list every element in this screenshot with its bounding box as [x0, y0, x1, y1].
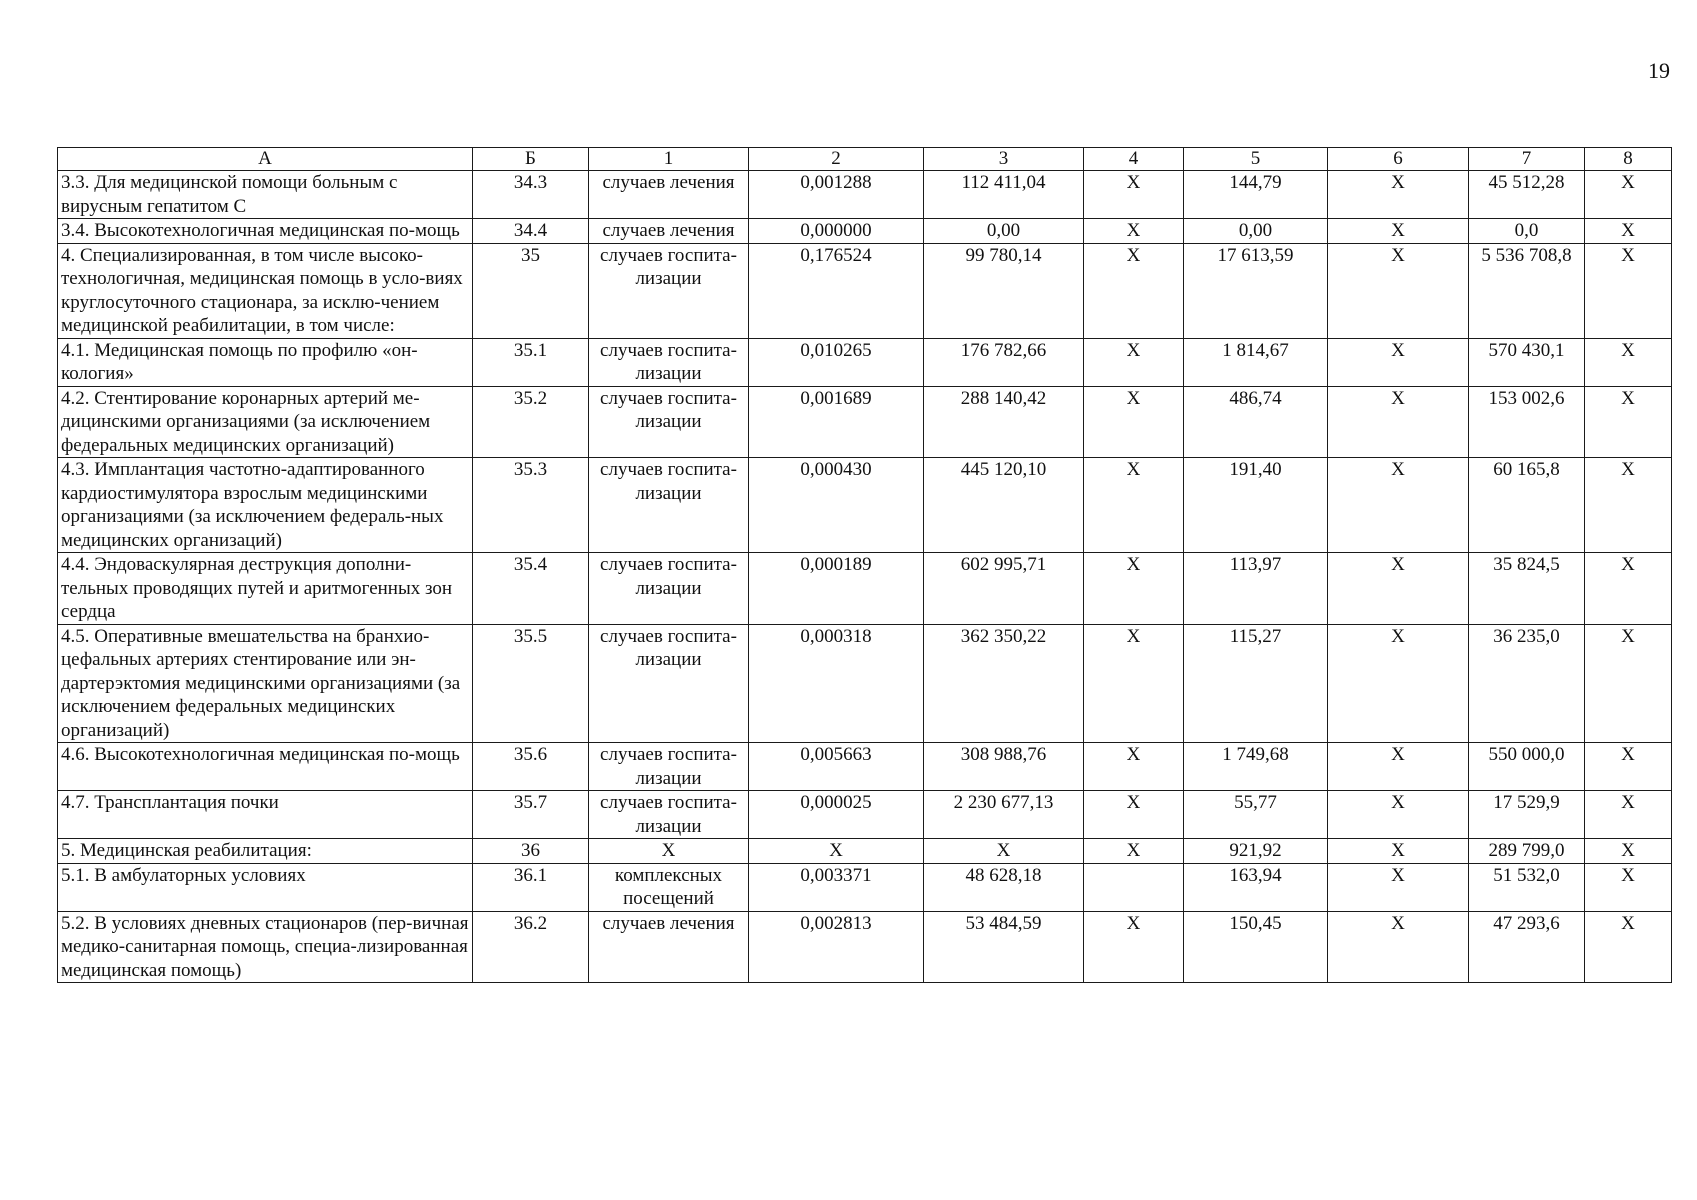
row-unit-cell: случаев госпита-лизации: [589, 458, 749, 553]
row-name-cell: 4.1. Медицинская помощь по профилю «он-кология»: [58, 338, 473, 386]
row-col2-cell: 0,000318: [749, 624, 924, 743]
row-col6-cell: X: [1328, 338, 1469, 386]
row-col5-cell: 115,27: [1184, 624, 1328, 743]
row-col3-cell: 288 140,42: [924, 386, 1084, 458]
row-code-cell: 35.2: [473, 386, 589, 458]
row-col2-cell: 0,000430: [749, 458, 924, 553]
table-row: [58, 219, 1672, 244]
row-col5-cell: 55,77: [1184, 791, 1328, 839]
table-row: [58, 624, 1672, 743]
table-row: [58, 338, 1672, 386]
row-name-cell: 4.7. Трансплантация почки: [58, 791, 473, 839]
row-col6-cell: X: [1328, 863, 1469, 911]
row-col8-cell: X: [1585, 791, 1672, 839]
row-code-cell: 35.6: [473, 743, 589, 791]
row-col3-cell: X: [924, 839, 1084, 864]
row-code-cell: 36: [473, 839, 589, 864]
row-col5-cell: 163,94: [1184, 863, 1328, 911]
row-col6-cell: X: [1328, 911, 1469, 983]
row-col2-cell: X: [749, 839, 924, 864]
row-col4-cell: X: [1084, 386, 1184, 458]
table-row: [58, 839, 1672, 864]
row-col3-cell: 602 995,71: [924, 553, 1084, 625]
row-col3-cell: 48 628,18: [924, 863, 1084, 911]
row-col5-cell: 17 613,59: [1184, 243, 1328, 338]
table-row: [58, 458, 1672, 553]
row-name-cell: 4.4. Эндоваскулярная деструкция дополни-тельных проводящих путей и аритмогенных зон сердца: [58, 553, 473, 625]
row-col6-cell: X: [1328, 743, 1469, 791]
row-col2-cell: 0,000025: [749, 791, 924, 839]
row-col5-cell: 1 749,68: [1184, 743, 1328, 791]
row-col3-cell: 308 988,76: [924, 743, 1084, 791]
financing-table: [57, 147, 1672, 983]
row-col4-cell: X: [1084, 911, 1184, 983]
row-unit-cell: случаев госпита-лизации: [589, 791, 749, 839]
row-col7-cell: 45 512,28: [1469, 171, 1585, 219]
row-col4-cell: X: [1084, 791, 1184, 839]
table-row: [58, 171, 1672, 219]
row-col4-cell: X: [1084, 243, 1184, 338]
row-col6-cell: X: [1328, 624, 1469, 743]
column-header-6: 6: [1328, 148, 1469, 171]
row-name-cell: 4.5. Оперативные вмешательства на бранхио-цефальных артериях стентирование или эн-дартерэктомия медицинскими организациями (за исключением федеральных медицинских организаций): [58, 624, 473, 743]
row-col7-cell: 0,0: [1469, 219, 1585, 244]
column-header-2: 2: [749, 148, 924, 171]
row-col5-cell: 0,00: [1184, 219, 1328, 244]
row-col4-cell: X: [1084, 219, 1184, 244]
row-unit-cell: случаев госпита-лизации: [589, 624, 749, 743]
column-header-3: 3: [924, 148, 1084, 171]
row-code-cell: 35.7: [473, 791, 589, 839]
row-unit-cell: X: [589, 839, 749, 864]
row-col4-cell: X: [1084, 839, 1184, 864]
row-col2-cell: 0,000189: [749, 553, 924, 625]
row-col2-cell: 0,002813: [749, 911, 924, 983]
row-col3-cell: 99 780,14: [924, 243, 1084, 338]
row-col3-cell: 176 782,66: [924, 338, 1084, 386]
row-col8-cell: X: [1585, 171, 1672, 219]
table-body: [58, 171, 1672, 983]
row-col3-cell: 2 230 677,13: [924, 791, 1084, 839]
row-col2-cell: 0,001689: [749, 386, 924, 458]
row-col8-cell: X: [1585, 458, 1672, 553]
row-code-cell: 35.1: [473, 338, 589, 386]
row-col8-cell: X: [1585, 863, 1672, 911]
row-col6-cell: X: [1328, 386, 1469, 458]
row-unit-cell: случаев госпита-лизации: [589, 338, 749, 386]
table-row: [58, 863, 1672, 911]
row-col2-cell: 0,005663: [749, 743, 924, 791]
row-col4-cell: X: [1084, 743, 1184, 791]
row-code-cell: 36.2: [473, 911, 589, 983]
row-unit-cell: случаев госпита-лизации: [589, 743, 749, 791]
table-header-row: [58, 148, 1672, 171]
row-col5-cell: 921,92: [1184, 839, 1328, 864]
row-col7-cell: 17 529,9: [1469, 791, 1585, 839]
row-name-cell: 3.4. Высокотехнологичная медицинская по-мощь: [58, 219, 473, 244]
row-col7-cell: 550 000,0: [1469, 743, 1585, 791]
row-col6-cell: X: [1328, 791, 1469, 839]
page-number: 19: [1648, 58, 1670, 83]
row-col8-cell: X: [1585, 624, 1672, 743]
row-code-cell: 36.1: [473, 863, 589, 911]
row-code-cell: 35.4: [473, 553, 589, 625]
column-header-1: 1: [589, 148, 749, 171]
column-header-7: 7: [1469, 148, 1585, 171]
row-col2-cell: 0,176524: [749, 243, 924, 338]
row-unit-cell: случаев лечения: [589, 911, 749, 983]
row-col5-cell: 113,97: [1184, 553, 1328, 625]
row-col7-cell: 51 532,0: [1469, 863, 1585, 911]
row-col7-cell: 47 293,6: [1469, 911, 1585, 983]
row-code-cell: 34.4: [473, 219, 589, 244]
row-name-cell: 5.1. В амбулаторных условиях: [58, 863, 473, 911]
row-unit-cell: случаев госпита-лизации: [589, 386, 749, 458]
row-name-cell: 3.3. Для медицинской помощи больным с вирусным гепатитом С: [58, 171, 473, 219]
row-col4-cell: [1084, 863, 1184, 911]
row-col8-cell: X: [1585, 386, 1672, 458]
row-col3-cell: 112 411,04: [924, 171, 1084, 219]
row-col2-cell: 0,001288: [749, 171, 924, 219]
row-col6-cell: X: [1328, 171, 1469, 219]
row-name-cell: 4.3. Имплантация частотно-адаптированного кардиостимулятора взрослым медицинскими организациями (за исключением федераль-ных медицинских организаций): [58, 458, 473, 553]
row-col3-cell: 445 120,10: [924, 458, 1084, 553]
row-col5-cell: 486,74: [1184, 386, 1328, 458]
row-name-cell: 5. Медицинская реабилитация:: [58, 839, 473, 864]
row-unit-cell: случаев лечения: [589, 219, 749, 244]
column-header-8: 8: [1585, 148, 1672, 171]
row-col5-cell: 191,40: [1184, 458, 1328, 553]
row-col7-cell: 5 536 708,8: [1469, 243, 1585, 338]
column-header-5: 5: [1184, 148, 1328, 171]
row-col8-cell: X: [1585, 338, 1672, 386]
row-col4-cell: X: [1084, 458, 1184, 553]
row-col8-cell: X: [1585, 911, 1672, 983]
row-col7-cell: 153 002,6: [1469, 386, 1585, 458]
row-col6-cell: X: [1328, 458, 1469, 553]
row-col6-cell: X: [1328, 553, 1469, 625]
row-col8-cell: X: [1585, 839, 1672, 864]
row-name-cell: 4.2. Стентирование коронарных артерий ме-дицинскими организациями (за исключением федеральных медицинских организаций): [58, 386, 473, 458]
row-code-cell: 35: [473, 243, 589, 338]
row-col3-cell: 0,00: [924, 219, 1084, 244]
table-row: [58, 743, 1672, 791]
row-col4-cell: X: [1084, 624, 1184, 743]
row-col7-cell: 35 824,5: [1469, 553, 1585, 625]
row-col4-cell: X: [1084, 338, 1184, 386]
table-row: [58, 553, 1672, 625]
row-unit-cell: комплексных посещений: [589, 863, 749, 911]
row-col5-cell: 1 814,67: [1184, 338, 1328, 386]
row-col6-cell: X: [1328, 839, 1469, 864]
table-row: [58, 791, 1672, 839]
row-col5-cell: 144,79: [1184, 171, 1328, 219]
row-unit-cell: случаев госпита-лизации: [589, 243, 749, 338]
row-col6-cell: X: [1328, 243, 1469, 338]
row-code-cell: 34.3: [473, 171, 589, 219]
table-row: [58, 243, 1672, 338]
row-col7-cell: 289 799,0: [1469, 839, 1585, 864]
row-name-cell: 4. Специализированная, в том числе высоко-технологичная, медицинская помощь в усло-виях круглосуточного стационара, за исклю-чением медицинской реабилитации, в том числе:: [58, 243, 473, 338]
column-header-a: А: [58, 148, 473, 171]
row-name-cell: 5.2. В условиях дневных стационаров (пер-вичная медико-санитарная помощь, специа-лизированная медицинская помощь): [58, 911, 473, 983]
row-col3-cell: 362 350,22: [924, 624, 1084, 743]
row-col8-cell: X: [1585, 219, 1672, 244]
table-row: [58, 911, 1672, 983]
column-header-b: Б: [473, 148, 589, 171]
row-col7-cell: 570 430,1: [1469, 338, 1585, 386]
row-col8-cell: X: [1585, 553, 1672, 625]
row-col7-cell: 36 235,0: [1469, 624, 1585, 743]
row-col4-cell: X: [1084, 553, 1184, 625]
row-code-cell: 35.3: [473, 458, 589, 553]
row-col8-cell: X: [1585, 243, 1672, 338]
row-col6-cell: X: [1328, 219, 1469, 244]
row-col3-cell: 53 484,59: [924, 911, 1084, 983]
row-col7-cell: 60 165,8: [1469, 458, 1585, 553]
table-row: [58, 386, 1672, 458]
column-header-4: 4: [1084, 148, 1184, 171]
row-col4-cell: X: [1084, 171, 1184, 219]
row-col2-cell: 0,000000: [749, 219, 924, 244]
row-unit-cell: случаев госпита-лизации: [589, 553, 749, 625]
row-unit-cell: случаев лечения: [589, 171, 749, 219]
row-col2-cell: 0,010265: [749, 338, 924, 386]
row-name-cell: 4.6. Высокотехнологичная медицинская по-мощь: [58, 743, 473, 791]
row-code-cell: 35.5: [473, 624, 589, 743]
row-col8-cell: X: [1585, 743, 1672, 791]
row-col2-cell: 0,003371: [749, 863, 924, 911]
row-col5-cell: 150,45: [1184, 911, 1328, 983]
